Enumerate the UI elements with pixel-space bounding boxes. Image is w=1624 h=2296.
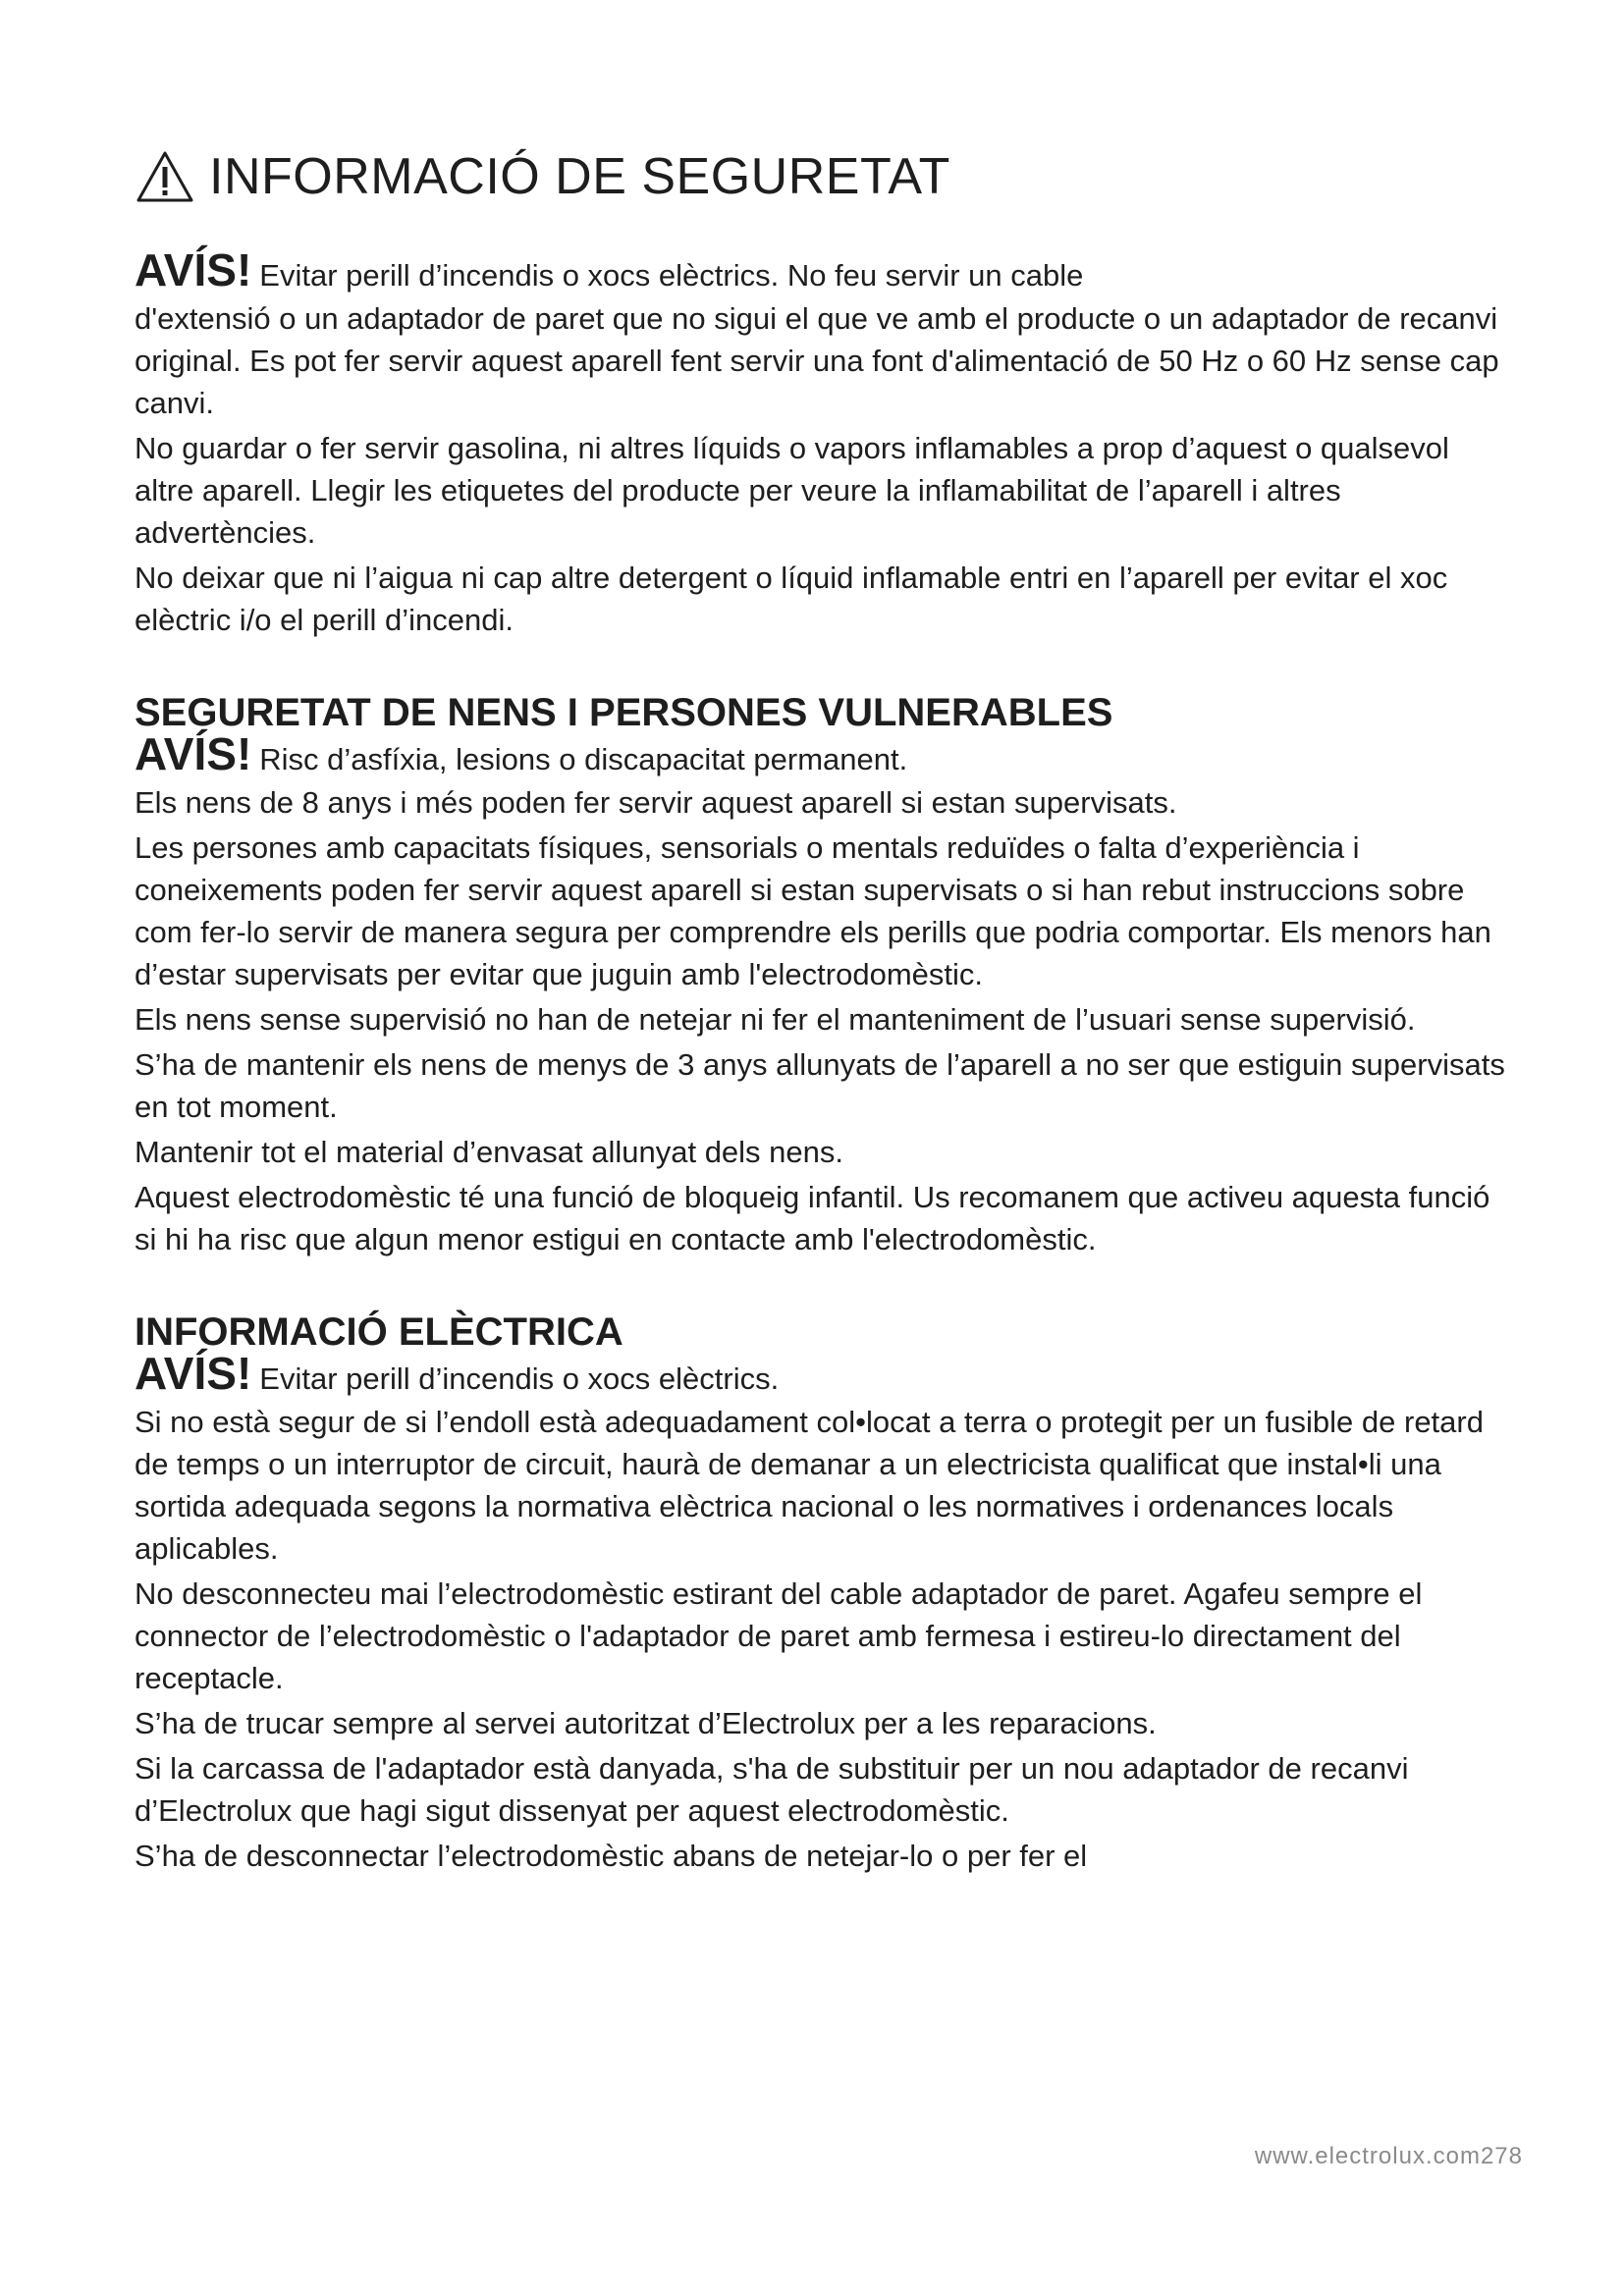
section-heading: SEGURETAT DE NENS I PERSONES VULNERABLES	[135, 691, 1113, 734]
section-child-safety	[135, 690, 1509, 1260]
paragraph: S’ha de trucar sempre al servei autoritzat d’Electrolux per a les reparacions.	[135, 1706, 1157, 1740]
paragraph: Si la carcassa de l'adaptador està danyada, s'ha de substituir per un nou adaptador de recanvi d’Electrolux que hagi sigut dissenyat per aquest electrodomèstic.	[135, 1751, 1409, 1828]
paragraph: Els nens sense supervisió no han de netejar ni fer el manteniment de l’usuari sense supervisió.	[135, 1002, 1416, 1037]
paragraph: Aquest electrodomèstic té una funció de bloqueig infantil. Us recomanem que activeu aquesta funció si hi ha risc que algun menor estigui en contacte amb l'electrodomèstic.	[135, 1180, 1490, 1256]
document-content	[135, 147, 1509, 1926]
warning-word: AVÍS!	[135, 728, 252, 779]
paragraph: Si no està segur de si l’endoll està adequadament col•locat a terra o protegit per un fusible de retard de temps o un interruptor de circuit, haurà de demanar a un electricista qualificat que instal•li una sortida adequada segons la normativa elèctrica nacional o les normatives i ordenances locals aplicables.	[135, 1405, 1484, 1566]
warning-line	[135, 1348, 1509, 1399]
paragraph: Les persones amb capacitats físiques, sensorials o mentals reduïdes o falta d’experiència i coneixements poden fer servir aquest aparell si estan supervisats o si han rebut instruccions sobre com fer-lo servir de manera segura per comprendre els perills que podria comportar. Els menors han d’estar supervisats per evitar que juguin amb l'electrodomèstic.	[135, 830, 1491, 991]
paragraph: Els nens de 8 anys i més poden fer servir aquest aparell si estan supervisats.	[135, 785, 1177, 820]
section-electrical-info	[135, 1309, 1509, 1877]
page-title: INFORMACIÓ DE SEGURETAT	[209, 148, 950, 205]
warning-line	[135, 244, 1509, 295]
title-row	[135, 147, 1509, 206]
section-general-warning	[135, 244, 1509, 641]
footer-url-page-number: www.electrolux.com278	[1254, 2143, 1523, 2169]
warning-text: Evitar perill d’incendis o xocs elèctrics.	[259, 1362, 780, 1396]
paragraph: S’ha de desconnectar l’electrodomèstic abans de netejar-lo o per fer el	[135, 1839, 1088, 1873]
warning-text: Risc d’asfíxia, lesions o discapacitat permanent.	[259, 742, 908, 776]
warning-text: Evitar perill d’incendis o xocs elèctrics. No feu servir un cable	[259, 258, 1084, 293]
paragraph: S’ha de mantenir els nens de menys de 3 anys allunyats de l’aparell a no ser que estiguin supervisats en tot moment.	[135, 1047, 1505, 1124]
warning-line	[135, 728, 1509, 779]
warning-word: AVÍS!	[135, 1348, 252, 1399]
paragraph: Mantenir tot el material d’envasat allunyat dels nens.	[135, 1135, 844, 1169]
warning-word: AVÍS!	[135, 244, 252, 295]
paragraph: No desconnecteu mai l’electrodomèstic estirant del cable adaptador de paret. Agafeu sempre el connector de l’electrodomèstic o l'adaptador de paret amb fermesa i estireu-lo directament del receptacle.	[135, 1576, 1423, 1695]
paragraph: No guardar o fer servir gasolina, ni altres líquids o vapors inflamables a prop d’aquest o qualsevol altre aparell. Llegir les etiquetes del producte per veure la inflamabilitat de l’aparell i altres advertències.	[135, 431, 1449, 550]
paragraph: No deixar que ni l’aigua ni cap altre detergent o líquid inflamable entri en l’aparell per evitar el xoc elèctric i/o el perill d’incendi.	[135, 561, 1448, 637]
paragraph: d'extensió o un adaptador de paret que no sigui el que ve amb el producte o un adaptador de recanvi original. Es pot fer servir aquest aparell fent servir una font d'alimentació de 50 Hz o 60 Hz sense cap canvi.	[135, 301, 1499, 420]
section-heading: INFORMACIÓ ELÈCTRICA	[135, 1310, 623, 1354]
warning-triangle-icon	[135, 149, 195, 204]
